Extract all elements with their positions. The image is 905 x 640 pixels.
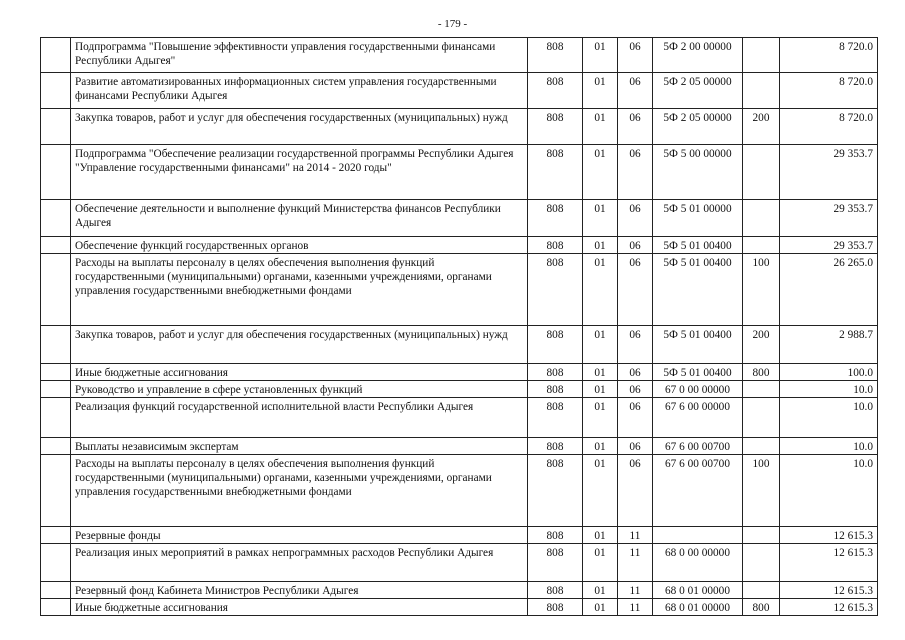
row-name: Реализация функций государственной исполнительной власти Республики Адыгея (71, 398, 528, 438)
subsection-code: 11 (618, 582, 653, 599)
section-code: 01 (583, 527, 618, 544)
expense-type-code (743, 200, 780, 237)
table-row (41, 398, 878, 438)
ministry-code: 808 (528, 73, 583, 109)
section-code: 01 (583, 381, 618, 398)
subsection-code: 06 (618, 237, 653, 254)
expense-type-code: 100 (743, 455, 780, 527)
target-code: 5Ф 2 00 00000 (653, 38, 743, 73)
ministry-code: 808 (528, 145, 583, 200)
table-row (41, 438, 878, 455)
section-code: 01 (583, 398, 618, 438)
amount: 2 988.7 (780, 326, 878, 364)
amount: 10.0 (780, 455, 878, 527)
ministry-code: 808 (528, 200, 583, 237)
subsection-code: 06 (618, 200, 653, 237)
expense-type-code (743, 237, 780, 254)
table-row (41, 145, 878, 200)
amount: 12 615.3 (780, 599, 878, 616)
expense-type-code: 800 (743, 599, 780, 616)
section-code: 01 (583, 237, 618, 254)
ministry-code: 808 (528, 398, 583, 438)
target-code (653, 527, 743, 544)
amount: 10.0 (780, 438, 878, 455)
table-row (41, 237, 878, 254)
budget-table (40, 37, 878, 616)
ministry-code: 808 (528, 438, 583, 455)
ministry-code: 808 (528, 455, 583, 527)
target-code: 68 0 01 00000 (653, 599, 743, 616)
table-row (41, 364, 878, 381)
row-name: Подпрограмма "Повышение эффективности управления государственными финансами Республики Адыгея" (71, 38, 528, 73)
row-name: Руководство и управление в сфере установленных функций (71, 381, 528, 398)
target-code: 5Ф 2 05 00000 (653, 73, 743, 109)
ministry-code: 808 (528, 599, 583, 616)
amount: 10.0 (780, 381, 878, 398)
subsection-code: 06 (618, 73, 653, 109)
expense-type-code (743, 582, 780, 599)
subsection-code: 06 (618, 109, 653, 145)
expense-type-code (743, 73, 780, 109)
expense-type-code (743, 438, 780, 455)
amount: 12 615.3 (780, 527, 878, 544)
ministry-code: 808 (528, 582, 583, 599)
section-code: 01 (583, 438, 618, 455)
table-row (41, 582, 878, 599)
target-code: 5Ф 2 05 00000 (653, 109, 743, 145)
section-code: 01 (583, 254, 618, 326)
subsection-code: 06 (618, 455, 653, 527)
amount: 29 353.7 (780, 200, 878, 237)
target-code: 5Ф 5 00 00000 (653, 145, 743, 200)
table-row (41, 599, 878, 616)
section-code: 01 (583, 544, 618, 582)
section-code: 01 (583, 599, 618, 616)
row-name: Расходы на выплаты персоналу в целях обеспечения выполнения функций государственными (муниципальными) органами, казенными учреждениями, органами управления государственными внебюджетными фондами (71, 254, 528, 326)
expense-type-code: 100 (743, 254, 780, 326)
subsection-code: 06 (618, 254, 653, 326)
amount: 10.0 (780, 398, 878, 438)
table-row (41, 326, 878, 364)
section-code: 01 (583, 38, 618, 73)
expense-type-code: 200 (743, 109, 780, 145)
section-code: 01 (583, 326, 618, 364)
expense-type-code (743, 38, 780, 73)
target-code: 5Ф 5 01 00400 (653, 254, 743, 326)
table-row (41, 544, 878, 582)
ministry-code: 808 (528, 109, 583, 145)
amount: 100.0 (780, 364, 878, 381)
row-name: Подпрограмма "Обеспечение реализации государственной программы Республики Адыгея "Управление государственными финансами" на 2014 - 2020 годы" (71, 145, 528, 200)
ministry-code: 808 (528, 254, 583, 326)
section-code: 01 (583, 455, 618, 527)
expense-type-code (743, 398, 780, 438)
section-code: 01 (583, 582, 618, 599)
subsection-code: 06 (618, 38, 653, 73)
ministry-code: 808 (528, 326, 583, 364)
target-code: 67 0 00 00000 (653, 381, 743, 398)
amount: 26 265.0 (780, 254, 878, 326)
ministry-code: 808 (528, 38, 583, 73)
ministry-code: 808 (528, 527, 583, 544)
row-name: Развитие автоматизированных информационных систем управления государственными финансами Республики Адыгея (71, 73, 528, 109)
section-code: 01 (583, 109, 618, 145)
expense-type-code (743, 145, 780, 200)
subsection-code: 11 (618, 527, 653, 544)
expense-type-code (743, 527, 780, 544)
table-row (41, 200, 878, 237)
section-code: 01 (583, 200, 618, 237)
amount: 8 720.0 (780, 73, 878, 109)
amount: 29 353.7 (780, 237, 878, 254)
ministry-code: 808 (528, 381, 583, 398)
row-name: Обеспечение функций государственных органов (71, 237, 528, 254)
amount: 8 720.0 (780, 109, 878, 145)
target-code: 67 6 00 00000 (653, 398, 743, 438)
subsection-code: 06 (618, 438, 653, 455)
table-row (41, 381, 878, 398)
row-name: Иные бюджетные ассигнования (71, 364, 528, 381)
target-code: 67 6 00 00700 (653, 438, 743, 455)
table-row (41, 109, 878, 145)
subsection-code: 06 (618, 381, 653, 398)
target-code: 5Ф 5 01 00400 (653, 364, 743, 381)
target-code: 67 6 00 00700 (653, 455, 743, 527)
table-row (41, 38, 878, 73)
row-name: Расходы на выплаты персоналу в целях обеспечения выполнения функций государственными (муниципальными) органами, казенными учреждениями, органами управления государственными внебюджетными фондами (71, 455, 528, 527)
row-name: Выплаты независимым экспертам (71, 438, 528, 455)
target-code: 68 0 00 00000 (653, 544, 743, 582)
target-code: 5Ф 5 01 00000 (653, 200, 743, 237)
page-number: - 179 - (437, 18, 468, 30)
amount: 12 615.3 (780, 544, 878, 582)
row-name: Иные бюджетные ассигнования (71, 599, 528, 616)
row-name: Резервный фонд Кабинета Министров Республики Адыгея (71, 582, 528, 599)
amount: 8 720.0 (780, 38, 878, 73)
target-code: 5Ф 5 01 00400 (653, 326, 743, 364)
row-name: Реализация иных мероприятий в рамках непрограммных расходов Республики Адыгея (71, 544, 528, 582)
target-code: 68 0 01 00000 (653, 582, 743, 599)
amount: 29 353.7 (780, 145, 878, 200)
amount: 12 615.3 (780, 582, 878, 599)
expense-type-code: 200 (743, 326, 780, 364)
row-name: Закупка товаров, работ и услуг для обеспечения государственных (муниципальных) нужд (71, 109, 528, 145)
subsection-code: 11 (618, 599, 653, 616)
table-row (41, 527, 878, 544)
subsection-code: 11 (618, 544, 653, 582)
subsection-code: 06 (618, 398, 653, 438)
table-row (41, 73, 878, 109)
expense-type-code: 800 (743, 364, 780, 381)
expense-type-code (743, 544, 780, 582)
subsection-code: 06 (618, 145, 653, 200)
section-code: 01 (583, 73, 618, 109)
row-name: Закупка товаров, работ и услуг для обеспечения государственных (муниципальных) нужд (71, 326, 528, 364)
expense-type-code (743, 381, 780, 398)
ministry-code: 808 (528, 544, 583, 582)
ministry-code: 808 (528, 237, 583, 254)
subsection-code: 06 (618, 326, 653, 364)
row-name: Обеспечение деятельности и выполнение функций Министерства финансов Республики Адыгея (71, 200, 528, 237)
section-code: 01 (583, 145, 618, 200)
ministry-code: 808 (528, 364, 583, 381)
row-name: Резервные фонды (71, 527, 528, 544)
table-row (41, 254, 878, 326)
subsection-code: 06 (618, 364, 653, 381)
section-code: 01 (583, 364, 618, 381)
target-code: 5Ф 5 01 00400 (653, 237, 743, 254)
table-row (41, 455, 878, 527)
